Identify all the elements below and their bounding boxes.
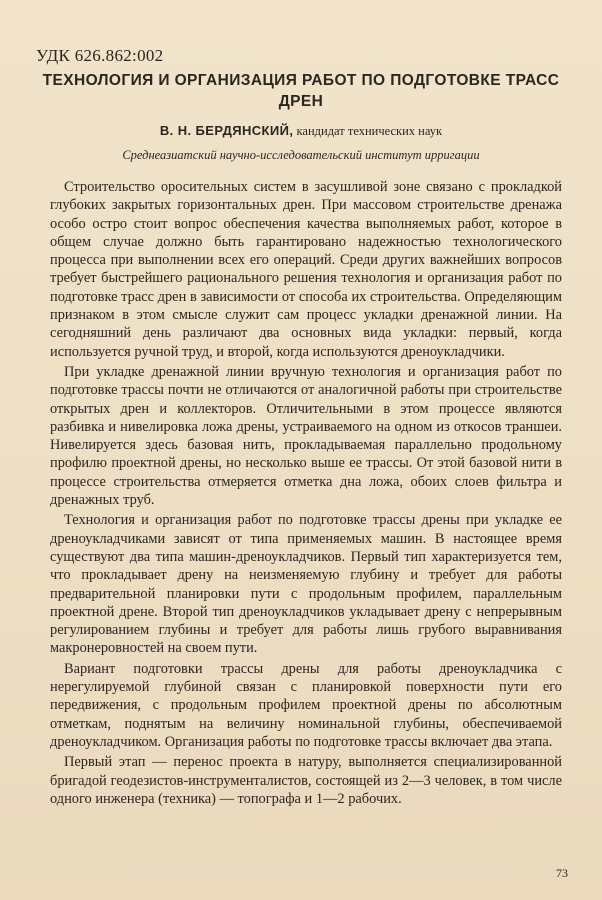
author-line bbox=[0, 123, 602, 139]
affiliation: Среднеазиатский научно-исследовательский институт ирригации bbox=[122, 148, 480, 162]
udc-code: УДК 626.862:002 bbox=[36, 46, 164, 65]
author-name: В. Н. БЕРДЯНСКИЙ, bbox=[159, 123, 294, 138]
article-title: ТЕХНОЛОГИЯ И ОРГАНИЗАЦИЯ РАБОТ ПО ПОДГОТОВКЕ ТРАСС ДРЕН bbox=[42, 72, 560, 110]
paragraph: Технология и организация работ по подготовке трассы дрены при укладке ее дреноукладчиками зависят от типа применяемых машин. В настоящее время существуют два типа машин-дреноукладчиков. Первый тип характеризуется тем, что прокладывает дрену на неизменяемую глубину и требует для работы предварительной планировки пути с продольным профилем, параллельным проектной дрене. Второй тип дреноукладчиков укладывает дрену с непрерывным регулированием глубины и требует для работы лишь грубого выравнивания макронеровностей на своем пути. bbox=[50, 512, 562, 657]
paragraph: Строительство оросительных систем в засушливой зоне связано с прокладкой глубоких закрытых горизонтальных дрен. При массовом строительстве дренажа особо остро стоит вопрос обеспечения качества выполняемых работ, которое в общем случае должно быть гарантировано надежностью технологического процесса при выполнении всех его операций. Среди других важнейших вопросов требует быстрейшего рационального решения технология и организация работ по подготовке трасс дрен в зависимости от способа их строительства. Определяющим признаком в этом смысле служит сам процесс укладки дренажной линии. На сегодняшний день различают два основных вида укладки: первый, когда используется ручной труд, и второй, когда используются дреноукладчики. bbox=[50, 179, 562, 360]
article-body bbox=[50, 178, 562, 810]
paragraph: При укладке дренажной линии вручную технология и организация работ по подготовке трассы почти не отличаются от аналогичной работы при строительстве открытых дрен и коллекторов. Отличительными в этом процессе являются разбивка и нивелировка ложа дрены, устраиваемого на одном из откосов траншеи. Нивелируется здесь базовая нить, прокладываемая параллельно продольному профилю проектной дрены, но несколько выше ее трассы. От этой базовой нити в процессе строительства отмеряется отметка дна ложа, обоих слоев фильтра и дренажных труб. bbox=[50, 363, 562, 509]
paragraph: Вариант подготовки трассы дрены для работы дреноукладчика с нерегулируемой глубиной связан с планировкой поверхности пути его передвижения, с продольным профилем проектной дрены по абсолютным отметкам, поднятым на величину номинальной глубины, обеспечиваемой дреноукладчиком. Организация работы по подготовке трассы включает два этапа. bbox=[50, 660, 562, 750]
page-number: 73 bbox=[556, 866, 568, 880]
paragraph: Первый этап — перенос проекта в натуру, выполняется специализированной бригадой геодезистов-инструменталистов, состоящей из 2—3 человек, в том числе одного инженера (техника) — топографа и 1—2 рабочих. bbox=[50, 754, 562, 807]
author-degree: кандидат технических наук bbox=[296, 124, 443, 138]
